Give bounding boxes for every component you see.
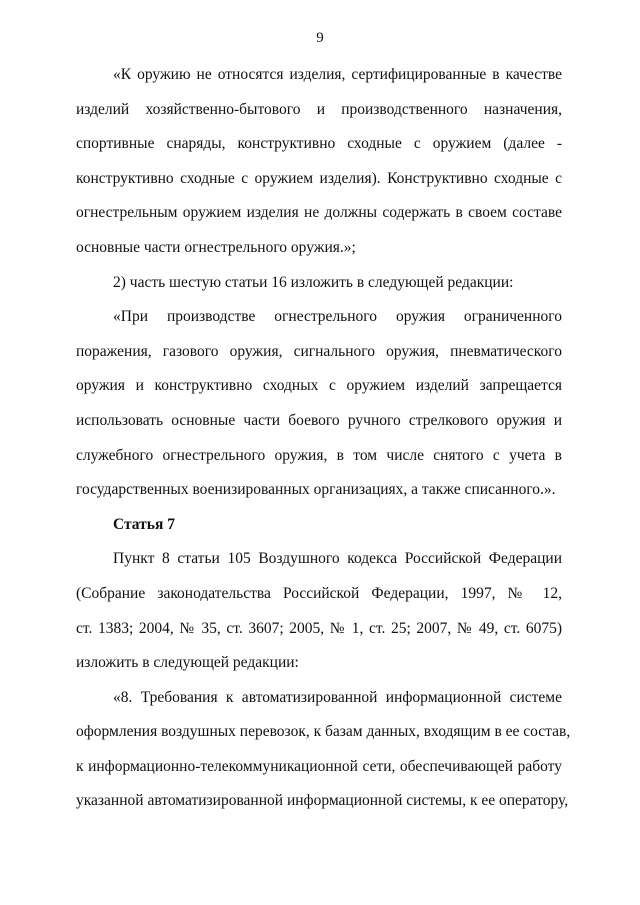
text-line: ст. 1383; 2004, № 35, ст. 3607; 2005, № 1, ст. 25; 2007, № 49, ст. 6075) xyxy=(76,619,562,637)
text-line: (Собрание законодательства Российской Федерации, 1997, № 12, xyxy=(76,584,562,602)
text-line: огнестрельным оружием изделия не должны содержать в своем составе xyxy=(76,204,562,222)
paragraph-information-system-requirements xyxy=(76,681,571,819)
text-line: «При производстве огнестрельного оружия ограниченного xyxy=(113,308,562,326)
text-line: поражения, газового оружия, сигнального оружия, пневматического xyxy=(76,342,562,360)
paragraph-air-code-reference xyxy=(76,542,562,680)
text-line: изложить в следующей редакции: xyxy=(76,654,299,672)
text-line: изделий хозяйственно-бытового и производственного назначения, xyxy=(76,100,562,118)
document-body xyxy=(76,58,571,819)
text-line: указанной автоматизированной информационной системы, к ее оператору, xyxy=(76,792,569,810)
text-line: использовать основные части боевого ручного стрелкового оружия и xyxy=(76,411,562,429)
text-line: конструктивно сходные с оружием изделия). Конструктивно сходные с xyxy=(76,169,562,187)
page-number: 9 xyxy=(316,30,324,46)
text-line: к информационно-телекоммуникационной сети, обеспечивающей работу xyxy=(76,757,562,775)
paragraph-article-16-amendment xyxy=(76,266,562,301)
text-line: оформления воздушных перевозок, к базам данных, входящим в ее состав, xyxy=(76,723,571,741)
text-line: «К оружию не относятся изделия, сертифицированные в качестве xyxy=(113,66,562,83)
text-line: Пункт 8 статьи 105 Воздушного кодекса Российской Федерации xyxy=(113,550,562,568)
article-heading: Статья 7 xyxy=(113,515,175,533)
text-line: «8. Требования к автоматизированной информационной системе xyxy=(113,688,562,706)
paragraph-weapon-exclusion xyxy=(76,58,562,266)
text-line: государственных военизированных организациях, а также списанного.». xyxy=(76,481,556,499)
text-line: спортивные снаряды, конструктивно сходные с оружием (далее - xyxy=(76,135,562,153)
paragraph-production-prohibition xyxy=(76,300,562,508)
text-line: служебного огнестрельного оружия, в том числе снятого с учета в xyxy=(76,446,562,464)
text-line: оружия и конструктивно сходных с оружием изделий запрещается xyxy=(76,377,562,395)
text-line: основные части огнестрельного оружия.»; xyxy=(76,238,356,256)
text-line: 2) часть шестую статьи 16 изложить в следующей редакции: xyxy=(113,273,514,291)
